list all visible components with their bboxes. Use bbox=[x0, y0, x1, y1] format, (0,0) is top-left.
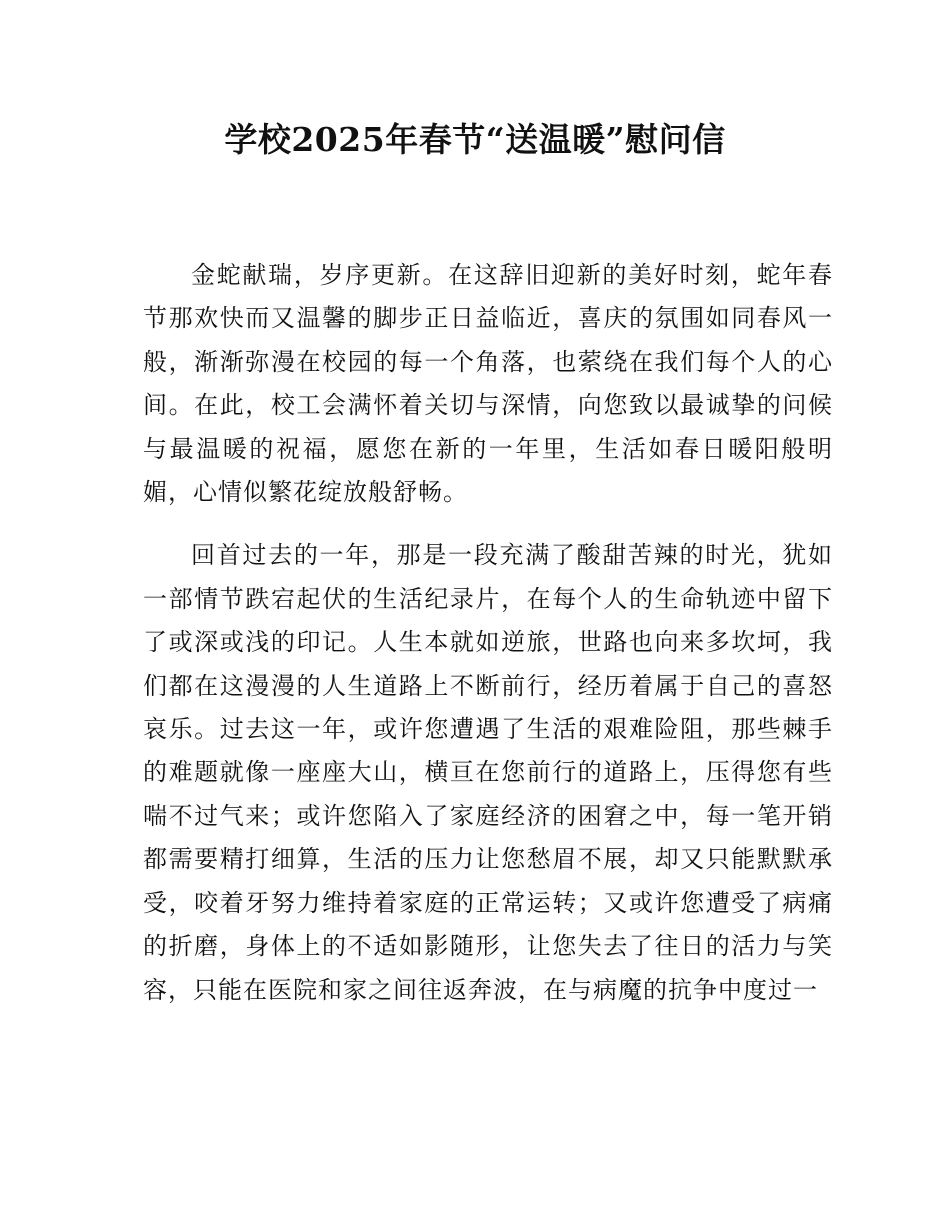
document-title: 学校2025年春节“送温暖”慰问信 bbox=[224, 120, 726, 159]
paragraph-review: 回首过去的一年，那是一段充满了酸甜苦辣的时光，犹如一部情节跌宕起伏的生活纪录片，在每个人的生命轨迹中留下了或深或浅的印记。人生本就如逆旅，世路也向来多坎坷，我们都在这漫漫的人生道路上不断前行，经历着属于自己的喜怒哀乐。过去这一年，或许您遭遇了生活的艰难险阻，那些棘手的难题就像一座座大山，横亘在您前行的道路上，压得您有些喘不过气来；或许您陷入了家庭经济的困窘之中，每一笔开销都需要精打细算，生活的压力让您愁眉不展，却又只能默默承受，咬着牙努力维持着家庭的正常运转；又或许您遭受了病痛的折磨，身体上的不适如影随形，让您失去了往日的活力与笑容，只能在医院和家之间往返奔波，在与病魔的抗争中度过一 bbox=[143, 541, 833, 1004]
document-body bbox=[143, 254, 833, 1012]
paragraph-greeting: 金蛇献瑞，岁序更新。在这辞旧迎新的美好时刻，蛇年春节那欢快而又温馨的脚步正日益临近，喜庆的氛围如同春风一般，渐渐弥漫在校园的每一个角落，也萦绕在我们每个人的心间。在此，校工会满怀着关切与深情，向您致以最诚挚的问候与最温暖的祝福，愿您在新的一年里，生活如春日暖阳般明媚，心情似繁花绽放般舒畅。 bbox=[143, 261, 833, 507]
